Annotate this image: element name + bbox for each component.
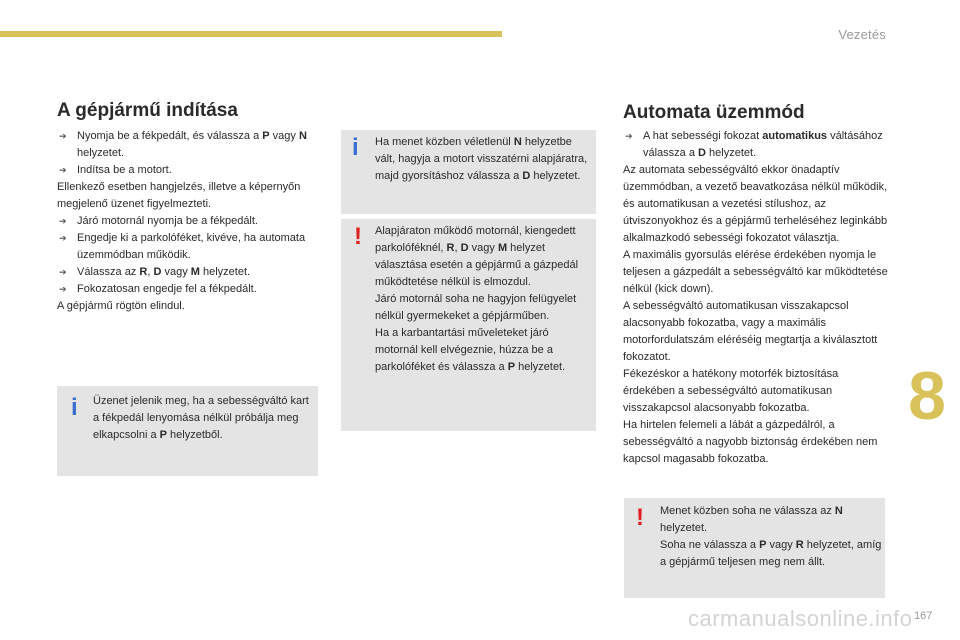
paragraph: Ha hirtelen felemeli a lábát a gázpedálról, a sebességváltó a nagyobb biztonság érdekében nem kapcsol magasabb fokozatba. [623, 419, 878, 465]
bold-term: P [507, 361, 516, 373]
bold-term: N [298, 130, 307, 142]
bold-term: R [139, 266, 148, 278]
bullet-marker-icon: ➔ [59, 131, 67, 141]
info-icon: i [71, 394, 78, 421]
bullet-marker-icon: ➔ [59, 284, 67, 294]
bold-term: R [446, 242, 455, 254]
paragraph: A maximális gyorsulás elérése érdekében nyomja le teljesen a gázpedált a sebességváltó kar működtetése nélkül (kick down). [623, 249, 888, 295]
middle-info-text: Ha menet közben véletlenül N helyzetbe vált, hagyja a motort visszatérni alapjáratra, majd gyorsításhoz válassza a D helyzetet. [375, 136, 588, 182]
bold-term: M [190, 266, 200, 278]
bullet-item: ➔ Fokozatosan engedje fel a fékpedált. [57, 281, 315, 298]
paragraph: A sebességváltó automatikusan visszakapcsol alacsonyabb fokozatba, vagy a maximális motorfordulatszám eléréséig megtartja a kiválasztott fokozatot. [623, 300, 878, 363]
left-section-body [57, 128, 315, 315]
watermark: carmanualsonline.info [688, 606, 913, 631]
warning-icon: ! [354, 223, 362, 250]
left-info-text: Üzenet jelenik meg, ha a sebességváltó kart a fékpedál lenyomása nélkül próbálja meg elkapcsolni a P helyzetből. [93, 395, 309, 441]
bullet-marker-icon: ➔ [59, 216, 67, 226]
bullet-item: ➔ Indítsa be a motort. [57, 162, 315, 179]
header-accent-bar [0, 31, 502, 37]
bold-term: P [262, 130, 270, 142]
bold-term: P [159, 429, 167, 441]
paragraph: Fékezéskor a hatékony motorfék biztosítása érdekében a sebességváltó automatikusan visszakapcsol alacsonyabb fokozatba. [623, 368, 839, 414]
bullet-marker-icon: ➔ [59, 233, 67, 243]
warning-icon: ! [636, 504, 644, 531]
bullet-item: ➔ Válassza az R, D vagy M helyzetet. [57, 264, 315, 281]
bold-term: M [497, 242, 508, 254]
left-section-title: A gépjármű indítása [57, 100, 238, 121]
left-info-box [57, 386, 318, 476]
bold-term: automatikus [762, 130, 828, 142]
middle-warning-text: Alapjáraton működő motornál, kiengedett parkolóféknél, R, D vagy M helyzet választása esetén a gépjármű a gázpedál működtetése nélkül is elmozdul. Járó motornál soha ne hagyjon felügyelet nélkül gyermekeket a gépjárműben. Ha a karbantartási műveleteket járó motornál kell elvégeznie, húzza be a parkolóféket és válassza a P helyzetet. [375, 225, 579, 373]
bullet-item: ➔ Nyomja be a fékpedált, és válassza a P vagy N helyzetet. [59, 130, 307, 159]
bullet-marker-icon: ➔ [59, 267, 67, 277]
bold-term: R [795, 539, 804, 551]
bold-term: P [759, 539, 767, 551]
bold-term: D [153, 266, 162, 278]
bold-term: N [834, 505, 843, 517]
bold-term: D [460, 242, 469, 254]
bullet-item: ➔ A hat sebességi fokozat automatikus váltásához válassza a D helyzetet. [625, 130, 883, 159]
paragraph: Az automata sebességváltó ekkor önadaptív üzemmódban, a vezető beavatkozása nélkül működik, és automatikusan a vezetési stílushoz, az útviszonyokhoz és a gépjármű terheléséhez leginkább alkalmazkodó sebességi fokozatot választja. [623, 164, 888, 244]
bullet-marker-icon: ➔ [59, 165, 67, 175]
bold-term: D [522, 170, 531, 182]
right-warning-text: Menet közben soha ne válassza az N helyzetet. Soha ne válassza a P vagy R helyzetet, amíg a gépjármű teljesen meg nem állt. [660, 505, 882, 568]
bold-term: N [513, 136, 522, 148]
bullet-item: ➔ Engedje ki a parkolóféket, kivéve, ha automata üzemmódban működik. [59, 232, 306, 261]
section-header: Vezetés [838, 27, 886, 42]
paragraph: Ellenkező esetben hangjelzés, illetve a képernyőn megjelenő üzenet figyelmezteti. [57, 181, 301, 210]
bold-term: D [698, 147, 706, 159]
bullet-marker-icon: ➔ [625, 131, 633, 141]
chapter-number: 8 [908, 358, 946, 434]
right-warning-box [624, 498, 885, 598]
middle-warning-box [341, 219, 596, 431]
right-section-body [623, 128, 888, 468]
bullet-item: ➔ Járó motornál nyomja be a fékpedált. [57, 213, 315, 230]
page-number: 167 [914, 610, 933, 622]
right-section-title: Automata üzemmód [623, 102, 805, 123]
middle-info-box [341, 130, 596, 214]
info-icon: i [352, 134, 359, 161]
paragraph: A gépjármű rögtön elindul. [57, 300, 185, 312]
